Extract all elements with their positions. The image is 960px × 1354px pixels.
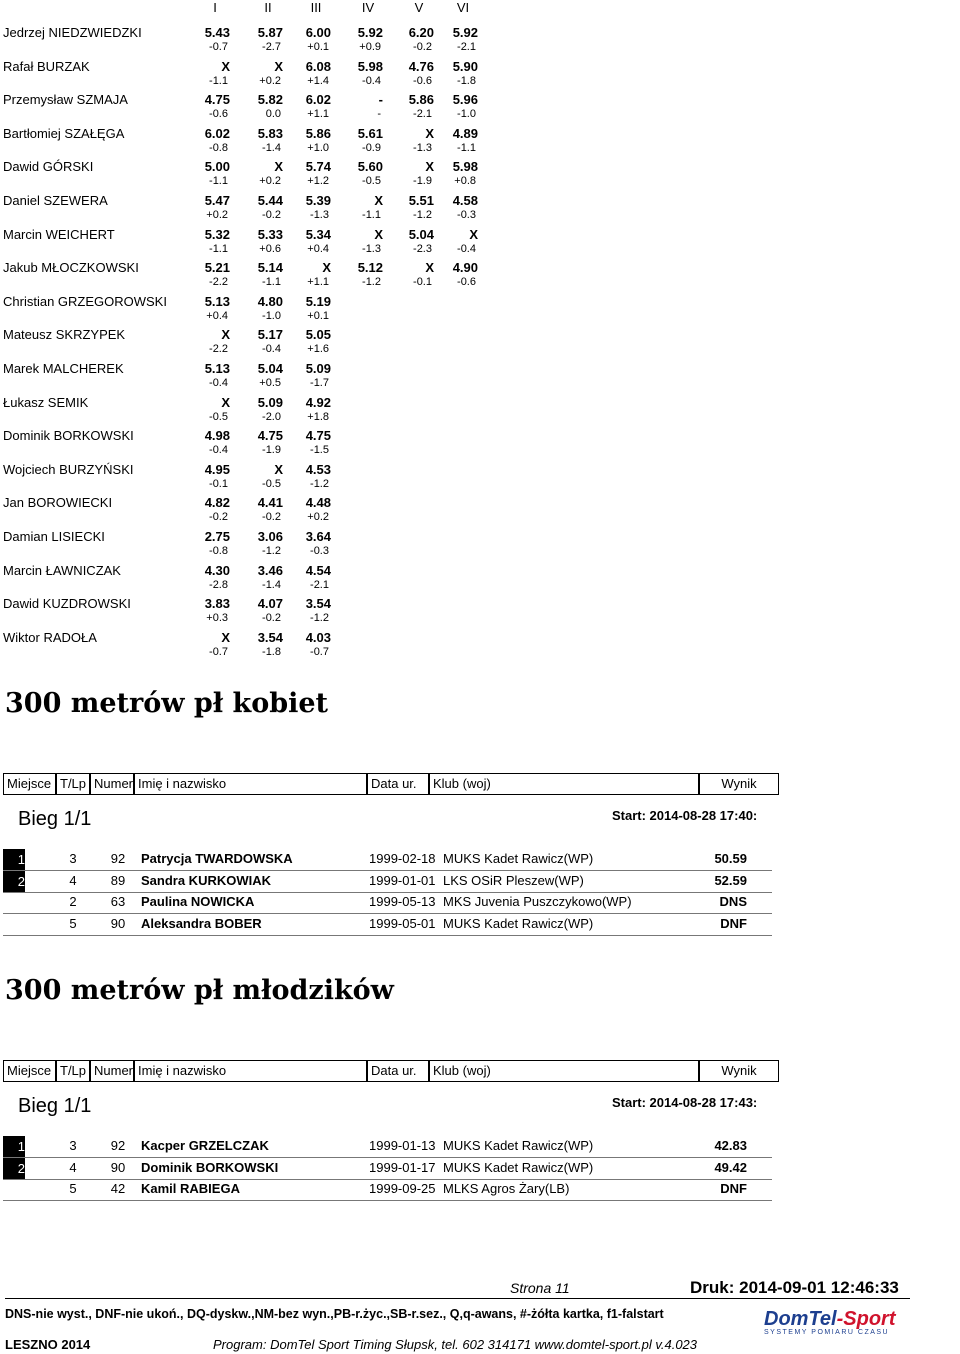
attempt-value: 4.48: [305, 495, 331, 511]
result-born: 1999-01-13: [369, 1138, 436, 1153]
attempt-value: 5.61: [357, 125, 383, 141]
attempt-value: 6.02: [204, 125, 230, 141]
wind-value: +0.5: [259, 377, 281, 389]
wind-value: +0.1: [307, 309, 329, 322]
result-club: MUKS Kadet Rawicz(WP): [443, 851, 594, 866]
result-row: [3, 1136, 772, 1158]
wind-value: -1.5: [310, 444, 329, 457]
attempt-value: 4.30: [204, 562, 230, 578]
result-name: Dominik BORKOWSKI: [141, 1159, 279, 1175]
attempt-value: 4.07: [257, 596, 283, 612]
wind-value: +0.3: [206, 612, 228, 625]
wind-value: +1.0: [307, 141, 329, 154]
wind-value: -0.2: [413, 41, 432, 53]
wind-value: -1.2: [310, 477, 329, 490]
logo-text-b: -Sport: [836, 1308, 896, 1330]
attempt-value: 5.98: [357, 58, 383, 74]
table-header-cell: T/Lp: [56, 773, 90, 795]
wind-value: -0.4: [262, 343, 281, 356]
table-header-cell: Klub (woj): [429, 773, 699, 795]
attempt-value: 5.09: [257, 394, 283, 410]
column-header: IV: [361, 0, 375, 15]
attempt-value: 4.54: [305, 562, 331, 578]
wind-value: -0.7: [209, 645, 228, 658]
wind-value: -2.7: [262, 41, 281, 53]
wind-value: -0.7: [310, 645, 329, 658]
page-number: Strona 11: [510, 1280, 570, 1296]
wind-value: -0.8: [209, 141, 228, 154]
result-born: 1999-02-18: [369, 851, 436, 866]
result-name: Kacper GRZELCZAK: [141, 1138, 269, 1153]
wind-value: -0.5: [262, 477, 281, 490]
wind-value: -1.0: [262, 309, 281, 322]
wind-value: +1.2: [307, 175, 329, 188]
attempt-value: 4.82: [204, 495, 230, 511]
wind-value: -0.3: [457, 209, 476, 221]
attempt-value: 5.17: [257, 327, 283, 343]
table-header-cell: Numer: [90, 1060, 134, 1082]
result-name: Aleksandra BOBER: [141, 915, 262, 931]
start-time: Start: 2014-08-28 17:43:: [612, 1095, 758, 1110]
result-place: [3, 1179, 25, 1200]
wind-value: +0.2: [259, 74, 281, 87]
wind-value: -2.2: [209, 276, 228, 289]
attempt-value: 5.51: [408, 193, 434, 208]
athlete-name: Dominik BORKOWSKI: [3, 428, 134, 444]
wind-value: -0.4: [209, 444, 228, 457]
column-header: V: [414, 0, 424, 15]
attempt-value: 3.83: [204, 596, 230, 612]
heat-label: Bieg 1/1: [18, 808, 92, 830]
athlete-name: Przemysław SZMAJA: [3, 92, 128, 108]
attempt-value: 5.92: [452, 25, 478, 40]
wind-value: -1.4: [262, 578, 281, 591]
wind-value: -2.1: [310, 578, 329, 591]
attempt-value: X: [221, 394, 230, 410]
result-club: MUKS Kadet Rawicz(WP): [443, 1138, 594, 1153]
wind-value: +1.4: [307, 74, 329, 87]
venue: LESZNO 2014: [5, 1337, 91, 1352]
event-title: 300 metrów pł młodzików: [5, 975, 394, 1006]
wind-value: -0.2: [262, 511, 281, 524]
result-lp: 4: [69, 1159, 77, 1175]
attempt-value: 5.96: [452, 92, 478, 108]
wind-value: -2.0: [262, 410, 281, 423]
result-name: Sandra KURKOWIAK: [141, 872, 272, 888]
column-header: II: [264, 0, 272, 15]
wind-value: +0.8: [454, 175, 476, 188]
attempt-value: 2.75: [204, 529, 230, 544]
wind-value: -0.7: [209, 41, 228, 53]
result-born: 1999-05-13: [369, 894, 436, 909]
wind-value: -0.6: [209, 108, 228, 121]
wind-value: -1.2: [362, 276, 381, 289]
attempt-value: 5.44: [257, 193, 283, 208]
wind-value: -1.1: [209, 74, 228, 87]
attempt-value: 6.20: [408, 25, 434, 40]
result-lp: 3: [69, 851, 77, 866]
table-header-cell: Miejsce: [3, 773, 56, 795]
result-born: 1999-01-01: [369, 872, 436, 888]
wind-value: -1.2: [262, 545, 281, 557]
wind-value: -0.5: [362, 175, 381, 188]
wind-value: -1.0: [457, 108, 476, 121]
attempt-value: 5.00: [204, 159, 230, 175]
attempt-value: 5.86: [408, 92, 434, 108]
result-num: 63: [110, 894, 126, 909]
table-header-cell: Numer: [90, 773, 134, 795]
table-header-cell: Imię i nazwisko: [134, 1060, 367, 1082]
wind-value: -1.9: [413, 175, 432, 188]
result-place: 1: [3, 849, 25, 870]
wind-value: -1.9: [262, 444, 281, 457]
wind-value: +0.2: [206, 209, 228, 221]
athlete-name: Dawid GÓRSKI: [3, 159, 94, 175]
attempt-value: 6.02: [305, 92, 331, 108]
attempt-value: 5.21: [204, 260, 230, 276]
athlete-name: Christian GRZEGOROWSKI: [3, 293, 167, 309]
attempt-value: X: [374, 226, 383, 242]
result-result: 50.59: [714, 851, 747, 866]
attempt-value: 5.90: [452, 58, 478, 74]
athlete-name: Marek MALCHEREK: [3, 361, 124, 376]
table-header-cell: Wynik: [699, 773, 779, 795]
print-date: Druk: 2014-09-01 12:46:33: [690, 1278, 899, 1297]
column-header: III: [310, 0, 322, 15]
wind-value: -1.8: [457, 74, 476, 87]
wind-value: +0.6: [259, 242, 281, 255]
attempt-value: 4.76: [408, 58, 434, 74]
wind-value: -2.1: [413, 108, 432, 121]
attempt-value: X: [274, 159, 283, 175]
athlete-name: Marcin WEICHERT: [3, 226, 115, 242]
wind-value: -0.4: [457, 242, 476, 255]
wind-value: -0.4: [362, 74, 381, 87]
wind-value: -1.1: [262, 276, 281, 289]
table-header-cell: Data ur.: [367, 1060, 429, 1082]
result-club: LKS OSiR Pleszew(WP): [443, 872, 584, 888]
program-info: Program: DomTel Sport Timing Słupsk, tel. 602 314171 www.domtel-sport.pl v.4.023: [213, 1337, 698, 1352]
start-time: Start: 2014-08-28 17:40:: [612, 808, 758, 823]
attempt-value: 5.43: [204, 25, 230, 40]
attempt-value: 3.06: [257, 529, 283, 544]
attempt-value: 5.60: [357, 159, 383, 175]
attempt-value: 5.12: [357, 260, 383, 276]
wind-value: -0.5: [209, 410, 228, 423]
athlete-name: Jakub MŁOCZKOWSKI: [3, 260, 139, 276]
wind-value: -1.8: [262, 645, 281, 658]
table-header-cell: T/Lp: [56, 1060, 90, 1082]
attempt-value: 4.75: [204, 92, 230, 108]
result-born: 1999-01-17: [369, 1159, 436, 1175]
event-title: 300 metrów pł kobiet: [5, 688, 329, 719]
wind-value: -1.1: [209, 242, 228, 255]
logo-text-a: DomTel: [764, 1308, 837, 1330]
result-result: DNF: [720, 1181, 747, 1196]
result-row: [3, 871, 772, 893]
attempt-value: 5.87: [257, 25, 283, 40]
result-place: [3, 892, 25, 913]
table-header-cell: Imię i nazwisko: [134, 773, 367, 795]
athlete-name: Bartłomiej SZAŁĘGA: [3, 125, 125, 141]
table-header-cell: Miejsce: [3, 1060, 56, 1082]
attempt-value: X: [322, 260, 331, 276]
result-born: 1999-09-25: [369, 1181, 436, 1196]
wind-value: +0.9: [359, 41, 381, 53]
result-row: [3, 892, 772, 914]
result-result: DNS: [719, 894, 747, 909]
attempt-value: X: [221, 629, 230, 645]
attempt-value: 5.83: [257, 125, 283, 141]
athlete-name: Daniel SZEWERA: [3, 193, 108, 208]
wind-value: +0.2: [259, 175, 281, 188]
attempt-value: 3.54: [257, 629, 283, 645]
result-name: Kamil RABIEGA: [141, 1181, 240, 1196]
result-num: 92: [110, 1138, 126, 1153]
wind-value: -0.2: [262, 209, 281, 221]
attempt-value: 3.54: [305, 596, 331, 612]
attempt-value: 4.90: [452, 260, 478, 276]
result-lp: 4: [69, 872, 77, 888]
attempt-value: 5.98: [452, 159, 478, 175]
result-lp: 5: [69, 915, 77, 931]
wind-value: -1.1: [209, 175, 228, 188]
table-header-cell: Klub (woj): [429, 1060, 699, 1082]
wind-value: 0.0: [265, 108, 281, 121]
footer-legend: DNS-nie wyst., DNF-nie ukoń., DQ-dyskw.,NM-bez wyn.,PB-r.życ.,SB-r.sez., Q,q-awans, #-żółta kartka, f1-falstart: [5, 1307, 664, 1321]
result-place: [3, 914, 25, 935]
wind-value: -0.3: [310, 545, 329, 557]
wind-value: -0.1: [209, 477, 228, 490]
athlete-name: Mateusz SKRZYPEK: [3, 327, 126, 343]
result-num: 42: [110, 1181, 126, 1196]
attempt-value: 3.64: [305, 529, 331, 544]
attempt-value: X: [425, 125, 434, 141]
attempt-value: X: [374, 193, 383, 208]
attempt-value: 4.80: [257, 293, 283, 309]
wind-value: +0.4: [307, 242, 329, 255]
result-lp: 5: [69, 1181, 77, 1196]
attempt-value: 5.09: [305, 361, 331, 376]
attempt-value: 5.33: [257, 226, 283, 242]
result-num: 92: [110, 851, 126, 866]
attempt-value: 5.34: [305, 226, 331, 242]
attempt-value: 5.14: [257, 260, 283, 276]
attempt-value: 5.74: [305, 159, 331, 175]
wind-value: -1.2: [310, 612, 329, 625]
heat-label: Bieg 1/1: [18, 1095, 92, 1117]
attempt-value: 5.13: [204, 361, 230, 376]
athlete-name: Wiktor RADOŁA: [3, 629, 97, 645]
result-row: [3, 849, 772, 871]
attempt-value: X: [274, 461, 283, 477]
wind-value: -2.3: [413, 242, 432, 255]
attempt-value: X: [221, 58, 230, 74]
attempt-value: X: [425, 260, 434, 276]
table-header-cell: Data ur.: [367, 773, 429, 795]
athlete-name: Rafał BURZAK: [3, 58, 90, 74]
attempt-value: 5.47: [204, 193, 230, 208]
result-row: [3, 1158, 772, 1180]
result-club: MKS Juvenia Puszczykowo(WP): [443, 894, 632, 909]
wind-value: -1.2: [413, 209, 432, 221]
result-place: 2: [3, 1158, 25, 1179]
attempt-value: 4.89: [452, 125, 478, 141]
wind-value: -2.8: [209, 578, 228, 591]
attempt-value: 5.32: [204, 226, 230, 242]
result-born: 1999-05-01: [369, 915, 436, 931]
wind-value: +0.1: [307, 41, 329, 53]
wind-value: -: [377, 108, 381, 121]
attempt-value: 5.05: [305, 327, 331, 343]
attempt-value: 4.95: [204, 461, 230, 477]
attempt-value: 3.46: [257, 562, 283, 578]
result-name: Paulina NOWICKA: [141, 894, 255, 909]
wind-value: +1.6: [307, 343, 329, 356]
attempt-value: 4.75: [305, 428, 331, 444]
result-num: 90: [110, 915, 126, 931]
result-place: 1: [3, 1136, 25, 1157]
attempt-value: 4.75: [257, 428, 283, 444]
result-lp: 3: [69, 1138, 77, 1153]
wind-value: -1.1: [362, 209, 381, 221]
athlete-name: Jedrzej NIEDZWIEDZKI: [3, 25, 142, 40]
athlete-name: Jan BOROWIECKI: [3, 495, 113, 511]
logo-tagline: SYSTEMY POMIARU CZASU: [764, 1329, 890, 1336]
wind-value: -2.1: [457, 41, 476, 53]
attempt-value: 5.82: [257, 92, 283, 108]
athlete-name: Łukasz SEMIK: [3, 394, 89, 410]
wind-value: -0.1: [413, 276, 432, 289]
attempt-value: 6.00: [305, 25, 331, 40]
result-num: 90: [110, 1159, 126, 1175]
athlete-name: Wojciech BURZYŃSKI: [3, 461, 134, 477]
column-header: VI: [456, 0, 470, 15]
attempt-value: 4.58: [452, 193, 478, 208]
attempt-value: 5.04: [408, 226, 434, 242]
wind-value: +1.1: [307, 108, 329, 121]
wind-value: -0.8: [209, 545, 228, 557]
wind-value: -0.2: [209, 511, 228, 524]
wind-value: -0.2: [262, 612, 281, 625]
result-name: Patrycja TWARDOWSKA: [141, 851, 293, 866]
attempt-value: 4.03: [305, 629, 331, 645]
result-club: MUKS Kadet Rawicz(WP): [443, 1159, 594, 1175]
wind-value: -1.3: [362, 242, 381, 255]
wind-value: -1.3: [413, 141, 432, 154]
attempt-value: 6.08: [305, 58, 331, 74]
result-result: DNF: [720, 915, 747, 931]
result-num: 89: [110, 872, 126, 888]
attempt-value: 5.13: [204, 293, 230, 309]
attempt-value: 5.39: [305, 193, 331, 208]
wind-value: -1.3: [310, 209, 329, 221]
attempt-value: 4.53: [305, 461, 331, 477]
wind-value: +1.8: [307, 410, 329, 423]
result-club: MLKS Agros Żary(LB): [443, 1181, 570, 1196]
attempt-value: 5.04: [257, 361, 283, 376]
attempt-value: 5.86: [305, 125, 331, 141]
attempt-value: X: [425, 159, 434, 175]
attempt-value: X: [274, 58, 283, 74]
table-header-cell: Wynik: [699, 1060, 779, 1082]
attempt-value: X: [469, 226, 478, 242]
result-result: 52.59: [714, 872, 747, 888]
wind-value: -1.1: [457, 141, 476, 154]
wind-value: +0.4: [206, 309, 228, 322]
wind-value: +0.2: [307, 511, 329, 524]
wind-value: -0.9: [362, 141, 381, 154]
wind-value: +1.1: [307, 276, 329, 289]
footer-rule: [5, 1298, 910, 1299]
result-place: 2: [3, 871, 25, 892]
wind-value: -2.2: [209, 343, 228, 356]
result-result: 42.83: [714, 1138, 747, 1153]
result-lp: 2: [69, 894, 77, 909]
attempt-value: -: [378, 92, 383, 108]
wind-value: -0.6: [457, 276, 476, 289]
athlete-name: Damian LISIECKI: [3, 529, 105, 544]
attempt-value: 5.92: [357, 25, 383, 40]
result-row: [3, 914, 772, 936]
attempt-value: 4.41: [257, 495, 283, 511]
column-header: I: [213, 0, 217, 15]
attempt-value: 4.98: [204, 428, 230, 444]
attempt-value: 4.92: [305, 394, 331, 410]
wind-value: -0.6: [413, 74, 432, 87]
result-club: MUKS Kadet Rawicz(WP): [443, 915, 594, 931]
domtel-logo: [764, 1308, 896, 1336]
result-row: [3, 1179, 772, 1201]
attempt-value: 5.19: [305, 293, 331, 309]
attempt-value: X: [221, 327, 230, 343]
athlete-name: Dawid KUZDROWSKI: [3, 596, 131, 612]
wind-value: -1.7: [310, 377, 329, 389]
athlete-name: Marcin ŁAWNICZAK: [3, 562, 121, 578]
wind-value: -1.4: [262, 141, 281, 154]
wind-value: -0.4: [209, 377, 228, 389]
result-result: 49.42: [714, 1159, 747, 1175]
